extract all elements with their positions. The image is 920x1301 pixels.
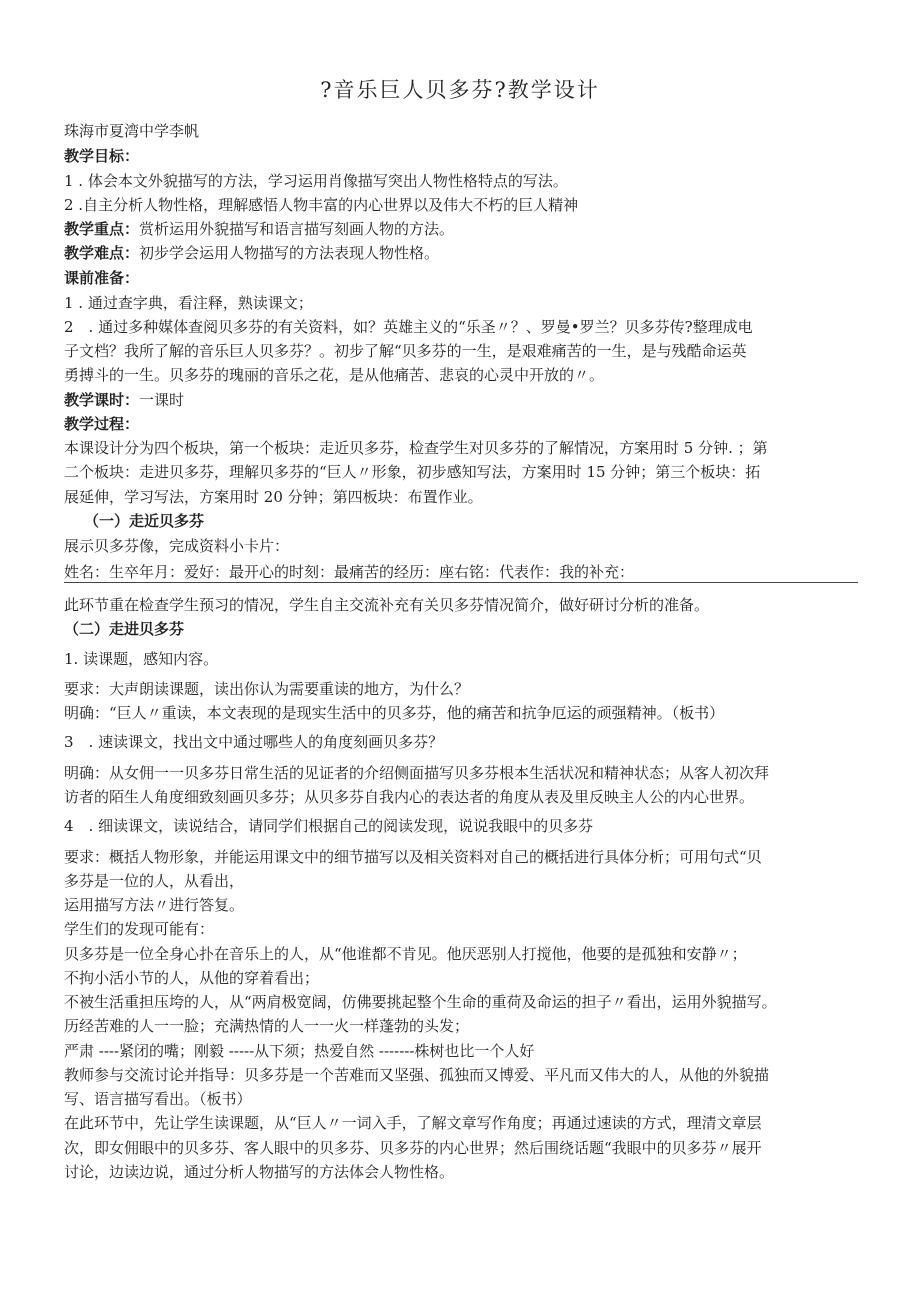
step-4: 4 . 细读课文，读说结合，请同学们根据自己的阅读发现，说说我眼中的贝多芬: [64, 817, 594, 835]
goals-heading: 教学目标：: [64, 147, 140, 165]
key-point-label: 教学重点：: [64, 220, 140, 238]
class-hours-label: 教学课时：: [64, 391, 140, 409]
section-2-heading: （二）走进贝多芬: [64, 620, 185, 638]
step-3: 3 . 速读课文，找出文中通过哪些人的角度刻画贝多芬？: [64, 733, 444, 751]
requirement-4-line: 多芬是一位的人，从看出，: [64, 872, 245, 890]
difficult-point-label: 教学难点：: [64, 244, 140, 262]
difficult-point: [64, 244, 439, 262]
clarification-3-line: 明确：从女佣一一贝多芬日常生活的见证者的介绍侧面描写贝多芬根本生活状况和精神状态；从客人初次拜: [64, 764, 770, 782]
clarification-1: 明确：“巨人〃重读，本文表现的是现实生活中的贝多芬，他的痛苦和抗争厄运的顽强精神。（板书）: [64, 704, 725, 722]
prep-item-2-line: 勇搏斗的一生。贝多芬的瑰丽的音乐之花，是从他痛苦、悲哀的心灵中开放的〃。: [64, 366, 605, 384]
process-heading: 教学过程：: [64, 415, 140, 433]
findings-line: 历经苦难的人一一脸；充满热情的人一一火一样蓬勃的头发；: [64, 1017, 470, 1035]
requirement-1: 要求：大声朗读课题，读出你认为需要重读的地方，为什么？: [64, 680, 470, 698]
findings-line: 严肃 ----紧闭的嘴；刚毅 -----从下须；热爱自然 -------株树也比一个人好: [64, 1042, 535, 1060]
process-intro-line: 本课设计分为四个板块，第一个板块：走近贝多芬，检查学生对贝多芬的了解情况，方案用时 5 分钟. ；第: [64, 439, 768, 457]
findings-line: 在此环节中，先让学生读课题，从“巨人〃一词入手，了解文章写作角度；再通过速读的方式，理清文章层: [64, 1114, 762, 1132]
findings-line: 贝多芬是一位全身心扑在音乐上的人，从“他谁都不肯见。他厌恶别人打搅他，他要的是孤独和安静〃；: [64, 945, 747, 963]
difficult-point-text: 初步学会运用人物描写的方法表现人物性格。: [139, 244, 440, 262]
key-point: [64, 220, 454, 238]
requirement-4-line: 要求：概括人物形象，并能运用课文中的细节描写以及相关资料对自己的概括进行具体分析；可用句式“贝: [64, 848, 762, 866]
findings-line: 讨论，边读边说，通过分析人物描写的方法体会人物性格。: [64, 1163, 455, 1181]
prep-item-2-line: 2 . 通过多种媒体查阅贝多芬的有关资料，如？英雄主义的“乐圣〃？、罗曼•罗兰？贝多芬传?整理成电: [64, 318, 753, 336]
process-intro-line: 展延伸，学习写法，方案用时 20 分钟；第四板块：布置作业。: [64, 488, 483, 506]
prep-item-2-line: 子文档？我所了解的音乐巨人贝多芬？。初步了解“贝多芬的一生，是艰难痛苦的一生，是与残酷命运英: [64, 342, 747, 360]
prep-item-1: 1 . 通过查字典，看注释，熟读课文；: [64, 294, 313, 312]
findings-line: 学生们的发现可能有：: [64, 920, 215, 938]
step-1: 1. 读课题，感知内容。: [64, 650, 219, 668]
author-line: 珠海市夏湾中学李帆: [64, 122, 200, 140]
prep-heading: 课前准备：: [64, 269, 140, 287]
document-title: ?音乐巨人贝多芬?教学设计: [320, 78, 600, 102]
findings-line: 次，即女佣眼中的贝多芬、客人眼中的贝多芬、贝多芬的内心世界；然后围绕话题“我眼中的贝多芬〃展开: [64, 1139, 762, 1157]
process-intro-line: 二个板块：走进贝多芬，理解贝多芬的“巨人〃形象，初步感知写法，方案用时 15 分钟；第三个板块：拓: [64, 463, 761, 481]
section-1-intro: 展示贝多芬像，完成资料小卡片：: [64, 537, 290, 555]
findings-line: 不被生活重担压垮的人，从“两肩极宽阔，仿佛要挑起整个生命的重荷及命运的担子〃看出，运用外貌描写。: [64, 993, 777, 1011]
section-1-summary: 此环节重在检查学生预习的情况，学生自主交流补充有关贝多芬情况简介，做好研讨分析的准备。: [64, 596, 710, 614]
goal-item: 1 . 体会本文外貌描写的方法，学习运用肖像描写突出人物性格特点的写法。: [64, 172, 568, 190]
class-hours-text: 一课时: [139, 391, 185, 409]
findings-line: 写、语言描写看出。（板书）: [64, 1090, 252, 1108]
clarification-3-line: 访者的陌生人角度细致刻画贝多芬；从贝多芬自我内心的表达者的角度从表及里反映主人公的内心世界。: [64, 788, 755, 806]
info-card-fields: 姓名：生卒年月：爱好：最开心的时刻：最痛苦的经历：座右铭：代表作：我的补充：: [64, 563, 635, 581]
section-1-heading: （一）走近贝多芬: [84, 512, 205, 530]
class-hours: [64, 391, 184, 409]
card-divider: [64, 582, 858, 583]
requirement-4-line: 运用描写方法〃进行答复。: [64, 896, 245, 914]
key-point-text: 赏析运用外貌描写和语言描写刻画人物的方法。: [139, 220, 455, 238]
findings-line: 教师参与交流讨论并指导：贝多芬是一个苦难而又坚强、孤独而又博爱、平凡而又伟大的人，从他的外貌描: [64, 1066, 770, 1084]
goal-item: 2 .自主分析人物性格，理解感悟人物丰富的内心世界以及伟大不朽的巨人精神: [64, 196, 579, 214]
findings-line: 不拘小活小节的人，从他的穿着看出；: [64, 969, 320, 987]
